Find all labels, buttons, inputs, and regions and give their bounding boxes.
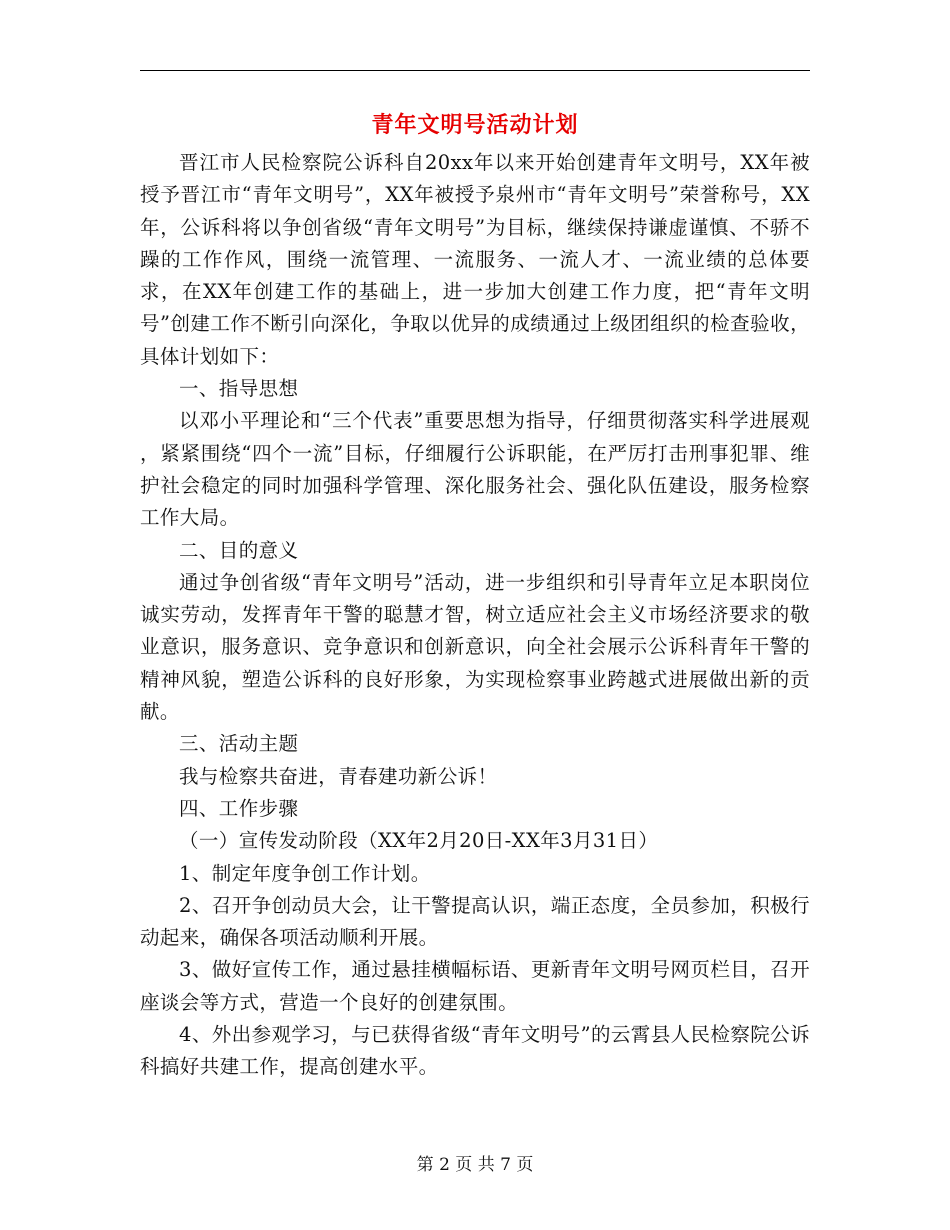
header-rule	[140, 70, 810, 71]
section-heading-theme: 三、活动主题	[179, 732, 299, 756]
section-heading-work-steps: 四、工作步骤	[179, 796, 299, 820]
purpose-paragraph: 通过争创省级“青年文明号”活动，进一步组织和引导青年立足本职岗位诚实劳动，发挥青年干警的聪慧才智，树立适应社会主义市场经济要求的敬业意识，服务意识、竞争意识和创新意识，向全社会展示公诉科青年干警的精神风貌，塑造公诉科的良好形象，为实现检察事业跨越式进展做出新的贡献。	[140, 570, 810, 724]
theme-paragraph: 我与检察共奋进，青春建功新公诉！	[179, 764, 498, 788]
intro-paragraph: 晋江市人民检察院公诉科自20xx年以来开始创建青年文明号，XX年被授予晋江市“青年文明号”，XX年被授予泉州市“青年文明号”荣誉称号，XX年，公诉科将以争创省级“青年文明号”为目标，继续保持谦虚谨慎、不骄不躁的工作作风，围绕一流管理、一流服务、一流人才、一流业绩的总体要求，在XX年创建工作的基础上，进一步加大创建工作力度，把“青年文明号”创建工作不断引向深化，争取以优异的成绩通过上级团组织的检查验收，具体计划如下：	[140, 151, 810, 368]
step-item-2: 2、召开争创动员大会，让干警提高认识，端正态度，全员参加，积极行动起来，确保各项活动顺利开展。	[140, 893, 810, 950]
step-item-1: 1、制定年度争创工作计划。	[179, 861, 431, 885]
step-item-4: 4、外出参观学习，与已获得省级“青年文明号”的云霄县人民检察院公诉科搞好共建工作，提高创建水平。	[140, 1023, 810, 1079]
section-heading-guiding-ideology: 一、指导思想	[179, 377, 299, 401]
document-title: 青年文明号活动计划	[371, 112, 579, 138]
page-footer	[0, 1153, 950, 1177]
subsection-heading-publicity-stage: （一）宣传发动阶段（XX年2月20日-XX年3月31日）	[179, 829, 659, 853]
guiding-ideology-paragraph: 以邓小平理论和“三个代表”重要思想为指导，仔细贯彻落实科学进展观 ，紧紧围绕“四个一流”目标，仔细履行公诉职能，在严厉打击刑事犯罪、维护社会稳定的同时加强科学管理、深化服务社会、强化队伍建设，服务检察工作大局。	[140, 409, 810, 530]
page-number: 第 2 页 共 7 页	[416, 1155, 534, 1175]
section-heading-purpose: 二、目的意义	[179, 538, 299, 562]
document-body	[140, 147, 810, 1084]
step-item-3: 3、做好宣传工作，通过悬挂横幅标语、更新青年文明号网页栏目，召开座谈会等方式，营造一个良好的创建氛围。	[140, 958, 810, 1014]
